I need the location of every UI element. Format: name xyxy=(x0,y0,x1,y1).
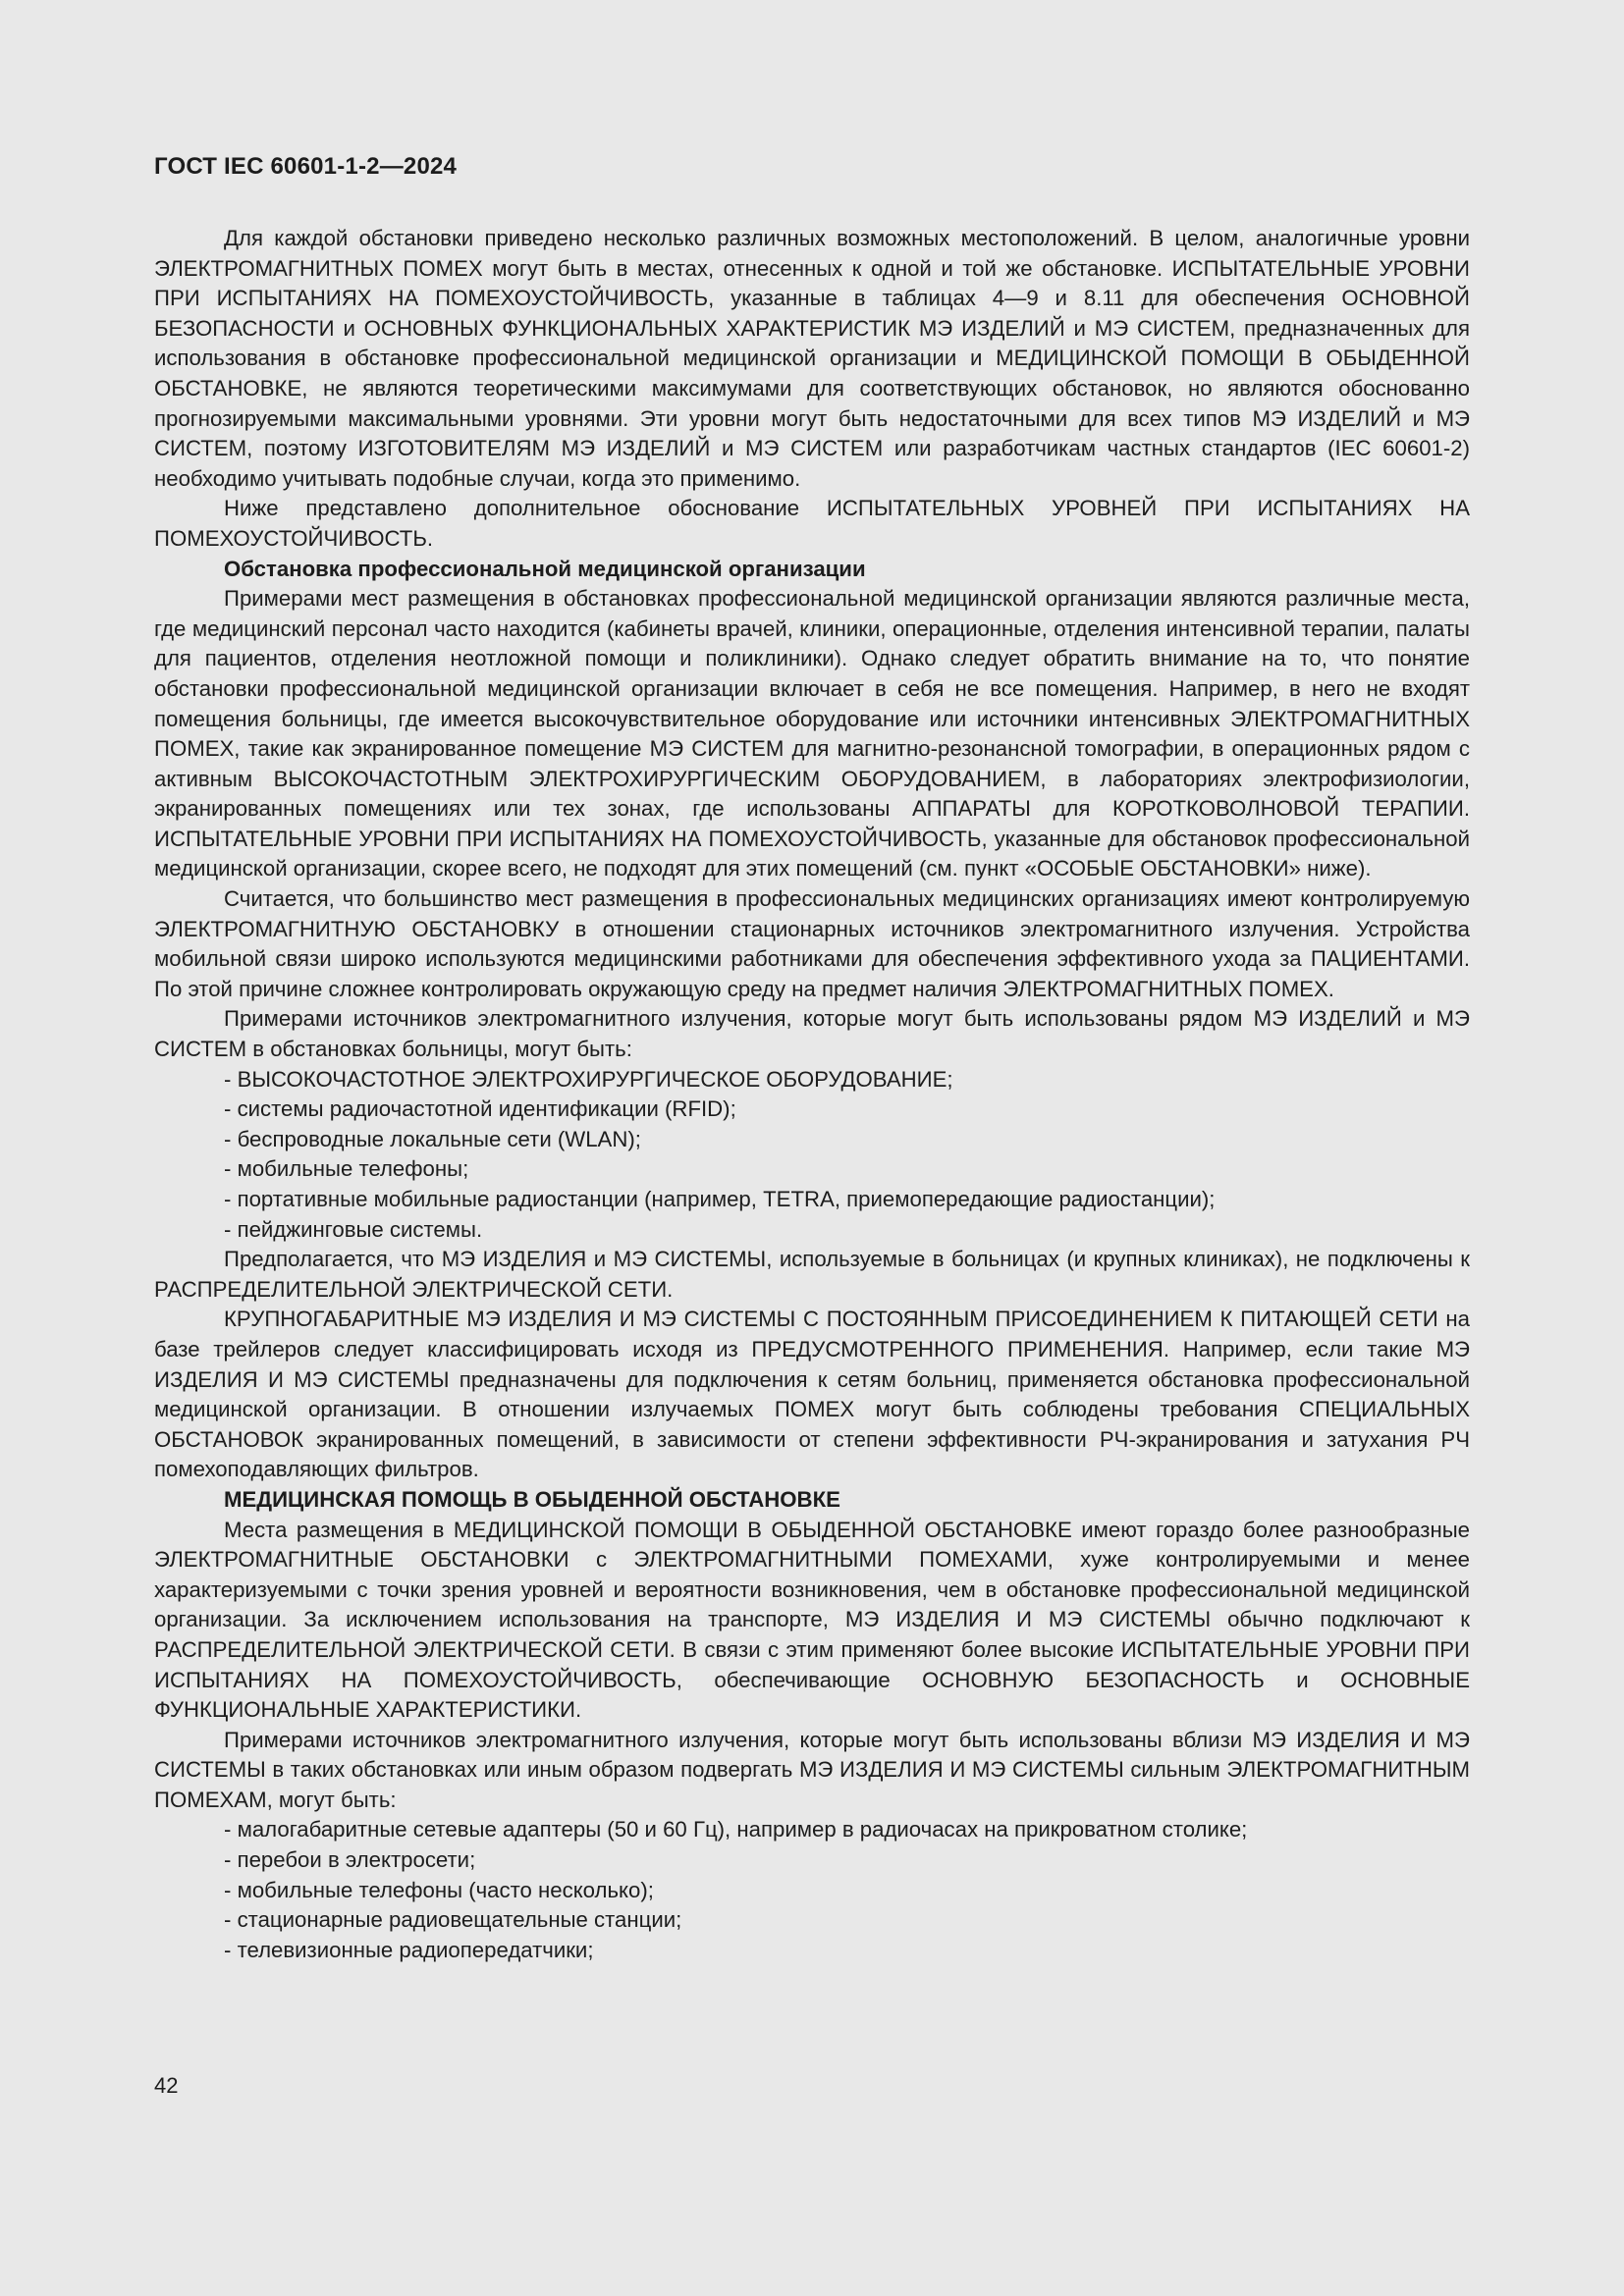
list-item: - малогабаритные сетевые адаптеры (50 и 60 Гц), например в радиочасах на прикроватном столике; xyxy=(224,1815,1470,1845)
list-item: - портативные мобильные радиостанции (например, TETRA, приемопередающие радиостанции); xyxy=(224,1185,1470,1215)
paragraph: Считается, что большинство мест размещения в профессиональных медицинских организациях имеют контролируемую ЭЛЕКТРОМАГНИТНУЮ ОБСТАНОВКУ в отношении стационарных источников электромагнитного излучения. Устройства мобильной связи широко используются медицинскими работниками для обеспечения эффективного ухода за ПАЦИЕНТАМИ. По этой причине сложнее контролировать окружающую среду на предмет наличия ЭЛЕКТРОМАГНИТНЫХ ПОМЕХ. xyxy=(154,886,1470,1001)
list-item: - стационарные радиовещательные станции; xyxy=(224,1905,1470,1936)
list-item: - беспроводные локальные сети (WLAN); xyxy=(224,1125,1470,1155)
list-hospital-sources xyxy=(154,1065,1470,1246)
list-item: - пейджинговые системы. xyxy=(224,1215,1470,1246)
list-item: - перебои в электросети; xyxy=(224,1845,1470,1876)
paragraph: Примерами мест размещения в обстановках профессиональной медицинской организации являются различные места, где медицинский персонал часто находится (кабинеты врачей, клиники, операционные, отделения интенсивной терапии, палаты для пациентов, отделения неотложной помощи и поликлиники). Однако следует обратить внимание на то, что понятие обстановки профессиональной медицинской организации включает в себя не все помещения. Например, в него не входят помещения больницы, где имеется высокочувствительное оборудование или источники интенсивных ЭЛЕКТРОМАГНИТНЫХ ПОМЕХ, такие как экранированное помещение МЭ СИСТЕМ для магнитно-резонансной томографии, в операционных рядом с активным ВЫСОКОЧАСТОТНЫМ ЭЛЕКТРОХИРУРГИЧЕСКИМ ОБОРУДОВАНИЕМ, в лабораториях электрофизиологии, экранированных помещениях или тех зонах, где использованы АППАРАТЫ для КОРОТКОВОЛНОВОЙ ТЕРАПИИ. ИСПЫТАТЕЛЬНЫЕ УРОВНИ ПРИ ИСПЫТАНИЯХ НА ПОМЕХОУСТОЙЧИВОСТЬ, указанные для обстановок профессиональной медицинской организации, скорее всего, не подходят для этих помещений (см. пункт «ОСОБЫЕ ОБСТАНОВКИ» ниже). xyxy=(154,586,1470,881)
page-number: 42 xyxy=(154,2073,179,2098)
paragraph: КРУПНОГАБАРИТНЫЕ МЭ ИЗДЕЛИЯ И МЭ СИСТЕМЫ С ПОСТОЯННЫМ ПРИСОЕДИНЕНИЕМ К ПИТАЮЩЕЙ СЕТИ на базе трейлеров следует классифицировать исходя из ПРЕДУСМОТРЕННОГО ПРИМЕНЕНИЯ. Например, если такие МЭ ИЗДЕЛИЯ И МЭ СИСТЕМЫ предназначены для подключения к сетям больниц, применяется обстановка профессиональной медицинской организации. В отношении излучаемых ПОМЕХ могут быть соблюдены требования СПЕЦИАЛЬНЫХ ОБСТАНОВОК экранированных помещений, в зависимости от степени эффективности РЧ-экранирования и затухания РЧ помехоподавляющих фильтров. xyxy=(154,1307,1470,1482)
document-body xyxy=(154,224,1470,1965)
paragraph: Для каждой обстановки приведено несколько различных возможных местоположений. В целом, аналогичные уровни ЭЛЕКТРОМАГНИТНЫХ ПОМЕХ могут быть в местах, отнесенных к одной и той же обстановке. ИСПЫТАТЕЛЬНЫЕ УРОВНИ ПРИ ИСПЫТАНИЯХ НА ПОМЕХОУСТОЙЧИВОСТЬ, указанные в таблицах 4—9 и 8.11 для обеспечения ОСНОВНОЙ БЕЗОПАСНОСТИ и ОСНОВНЫХ ФУНКЦИОНАЛЬНЫХ ХАРАКТЕРИСТИК МЭ ИЗДЕЛИЙ и МЭ СИСТЕМ, предназначенных для использования в обстановке профессиональной медицинской организации и МЕДИЦИНСКОЙ ПОМОЩИ В ОБЫДЕННОЙ ОБСТАНОВКЕ, не являются теоретическими максимумами для соответствующих обстановок, но являются обоснованно прогнозируемыми максимальными уровнями. Эти уровни могут быть недостаточными для всех типов МЭ ИЗДЕЛИЙ и МЭ СИСТЕМ, поэтому ИЗГОТОВИТЕЛЯМ МЭ ИЗДЕЛИЙ и МЭ СИСТЕМ или разработчикам частных стандартов (IEC 60601-2) необходимо учитывать подобные случаи, когда это применимо. xyxy=(154,226,1470,491)
paragraph: Примерами источников электромагнитного излучения, которые могут быть использованы вблизи МЭ ИЗДЕЛИЯ И МЭ СИСТЕМЫ в таких обстановках или иным образом подвергать МЭ ИЗДЕЛИЯ И МЭ СИСТЕМЫ сильным ЭЛЕКТРОМАГНИТНЫМ ПОМЕХАМ, могут быть: xyxy=(154,1727,1470,1812)
paragraph: Места размещения в МЕДИЦИНСКОЙ ПОМОЩИ В ОБЫДЕННОЙ ОБСТАНОВКЕ имеют гораздо более разнообразные ЭЛЕКТРОМАГНИТНЫЕ ОБСТАНОВКИ с ЭЛЕКТРОМАГНИТНЫМИ ПОМЕХАМИ, хуже контролируемыми и менее характеризуемыми с точки зрения уровней и вероятности возникновения, чем в обстановке профессиональной медицинской организации. За исключением использования на транспорте, МЭ ИЗДЕЛИЯ И МЭ СИСТЕМЫ обычно подключают к РАСПРЕДЕЛИТЕЛЬНОЙ ЭЛЕКТРИЧЕСКОЙ СЕТИ. В связи с этим применяют более высокие ИСПЫТАТЕЛЬНЫЕ УРОВНИ ПРИ ИСПЫТАНИЯХ НА ПОМЕХОУСТОЙЧИВОСТЬ, обеспечивающие ОСНОВНУЮ БЕЗОПАСНОСТЬ и ОСНОВНЫЕ ФУНКЦИОНАЛЬНЫЕ ХАРАКТЕРИСТИКИ. xyxy=(154,1517,1470,1723)
list-home-sources xyxy=(154,1815,1470,1965)
document-header: ГОСТ IEC 60601-1-2—2024 xyxy=(154,153,458,180)
list-item: - мобильные телефоны (часто несколько); xyxy=(224,1876,1470,1906)
list-item: - системы радиочастотной идентификации (RFID); xyxy=(224,1095,1470,1125)
paragraph: Предполагается, что МЭ ИЗДЕЛИЯ и МЭ СИСТЕМЫ, используемые в больницах (и крупных клиниках), не подключены к РАСПРЕДЕЛИТЕЛЬНОЙ ЭЛЕКТРИЧЕСКОЙ СЕТИ. xyxy=(154,1247,1470,1302)
section-heading-professional-facility: Обстановка профессиональной медицинской организации xyxy=(224,556,866,581)
list-item: - мобильные телефоны; xyxy=(224,1154,1470,1185)
section-heading-home-healthcare: МЕДИЦИНСКАЯ ПОМОЩЬ В ОБЫДЕННОЙ ОБСТАНОВКЕ xyxy=(224,1486,840,1512)
list-item: - ВЫСОКОЧАСТОТНОЕ ЭЛЕКТРОХИРУРГИЧЕСКОЕ ОБОРУДОВАНИЕ; xyxy=(224,1065,1470,1095)
paragraph: Примерами источников электромагнитного излучения, которые могут быть использованы рядом МЭ ИЗДЕЛИЙ и МЭ СИСТЕМ в обстановках больницы, могут быть: xyxy=(154,1006,1470,1062)
paragraph: Ниже представлено дополнительное обоснование ИСПЫТАТЕЛЬНЫХ УРОВНЕЙ ПРИ ИСПЫТАНИЯХ НА ПОМЕХОУСТОЙЧИВОСТЬ. xyxy=(154,496,1470,551)
list-item: - телевизионные радиопередатчики; xyxy=(224,1936,1470,1966)
